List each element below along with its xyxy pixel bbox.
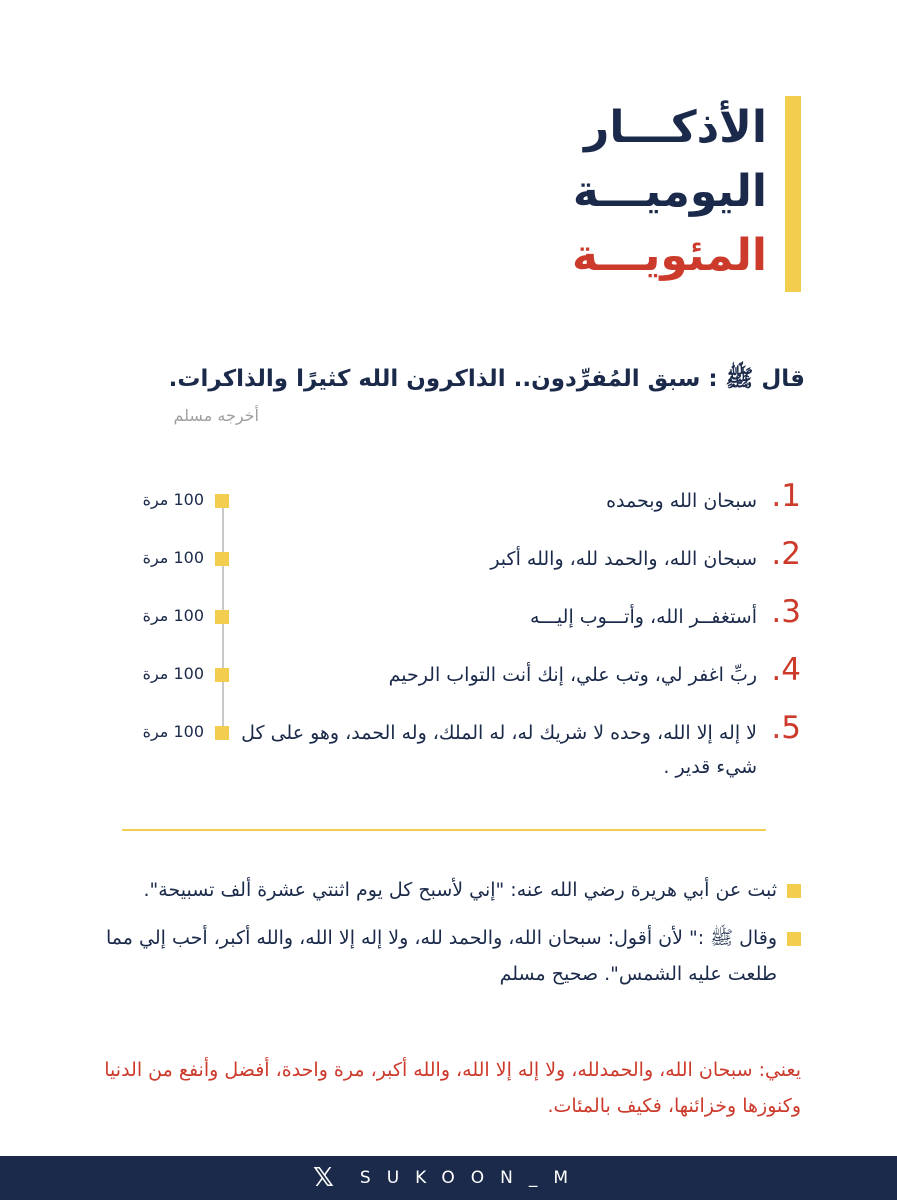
item-number: .5 <box>771 710 801 746</box>
note-text: ثبت عن أبي هريرة رضي الله عنه: "إني لأسبح كل يوم اثنتي عشرة ألف تسبيحة". <box>143 879 777 901</box>
item-count: 100 مرة <box>142 490 204 509</box>
title-accent-bar <box>785 96 801 292</box>
item-number: .3 <box>771 594 801 630</box>
item-text: سبحان الله وبحمده <box>606 490 757 512</box>
title-line-1: الأذكـــار <box>584 102 767 153</box>
item-text: ربِّ اغفر لي، وتب علي، إنك أنت التواب الرحيم <box>388 664 757 686</box>
item-number: .2 <box>771 536 801 572</box>
timeline-marker <box>215 668 229 682</box>
item-text: سبحان الله، والحمد لله، والله أكبر <box>490 548 757 570</box>
explanation-text: يعني: سبحان الله، والحمدلله، ولا إله إلا الله، والله أكبر، مرة واحدة، أفضل وأنفع من الدنيا وكنوزها وخزائنها، فكيف بالمئات. <box>104 1059 801 1117</box>
note-bullet <box>787 884 801 898</box>
notes-section <box>101 872 801 1004</box>
dhikr-list <box>0 478 897 818</box>
item-number: .4 <box>771 652 801 688</box>
note-item <box>101 872 801 908</box>
x-logo-icon[interactable]: 𝕏 <box>312 1163 334 1193</box>
timeline-marker <box>215 494 229 508</box>
item-text: لا إله إلا الله، وحده لا شريك له، له الملك، وله الحمد، وهو على كل شيء قدير . <box>241 722 757 778</box>
title-line-2: اليوميـــة <box>572 166 767 217</box>
timeline-marker <box>215 552 229 566</box>
title-block <box>501 96 801 292</box>
item-count: 100 مرة <box>142 606 204 625</box>
note-item <box>101 920 801 992</box>
section-divider <box>122 829 766 831</box>
title-line-3: المئويـــة <box>572 230 767 281</box>
page-title <box>572 96 767 292</box>
footer-bar <box>0 1156 897 1200</box>
hadith-quote: قال ﷺ : سبق المُفرِّدون.. الذاكرون الله كثيرًا والذاكرات. <box>168 366 805 392</box>
hadith-source: أخرجه مسلم <box>173 406 259 425</box>
item-count: 100 مرة <box>142 722 204 741</box>
note-text: وقال ﷺ :" لأن أقول: سبحان الله، والحمد لله، ولا إله إلا الله، والله أكبر، أحب إلي مما طلعت عليه الشمس". صحيح مسلم <box>106 927 777 985</box>
item-number: .1 <box>771 478 801 514</box>
item-text: أستغفــر الله، وأتـــوب إليـــه <box>530 606 757 628</box>
timeline-marker <box>215 610 229 624</box>
timeline-marker <box>215 726 229 740</box>
item-count: 100 مرة <box>142 548 204 567</box>
account-handle[interactable]: SUKOON_M <box>359 1168 585 1188</box>
item-count: 100 مرة <box>142 664 204 683</box>
note-bullet <box>787 932 801 946</box>
